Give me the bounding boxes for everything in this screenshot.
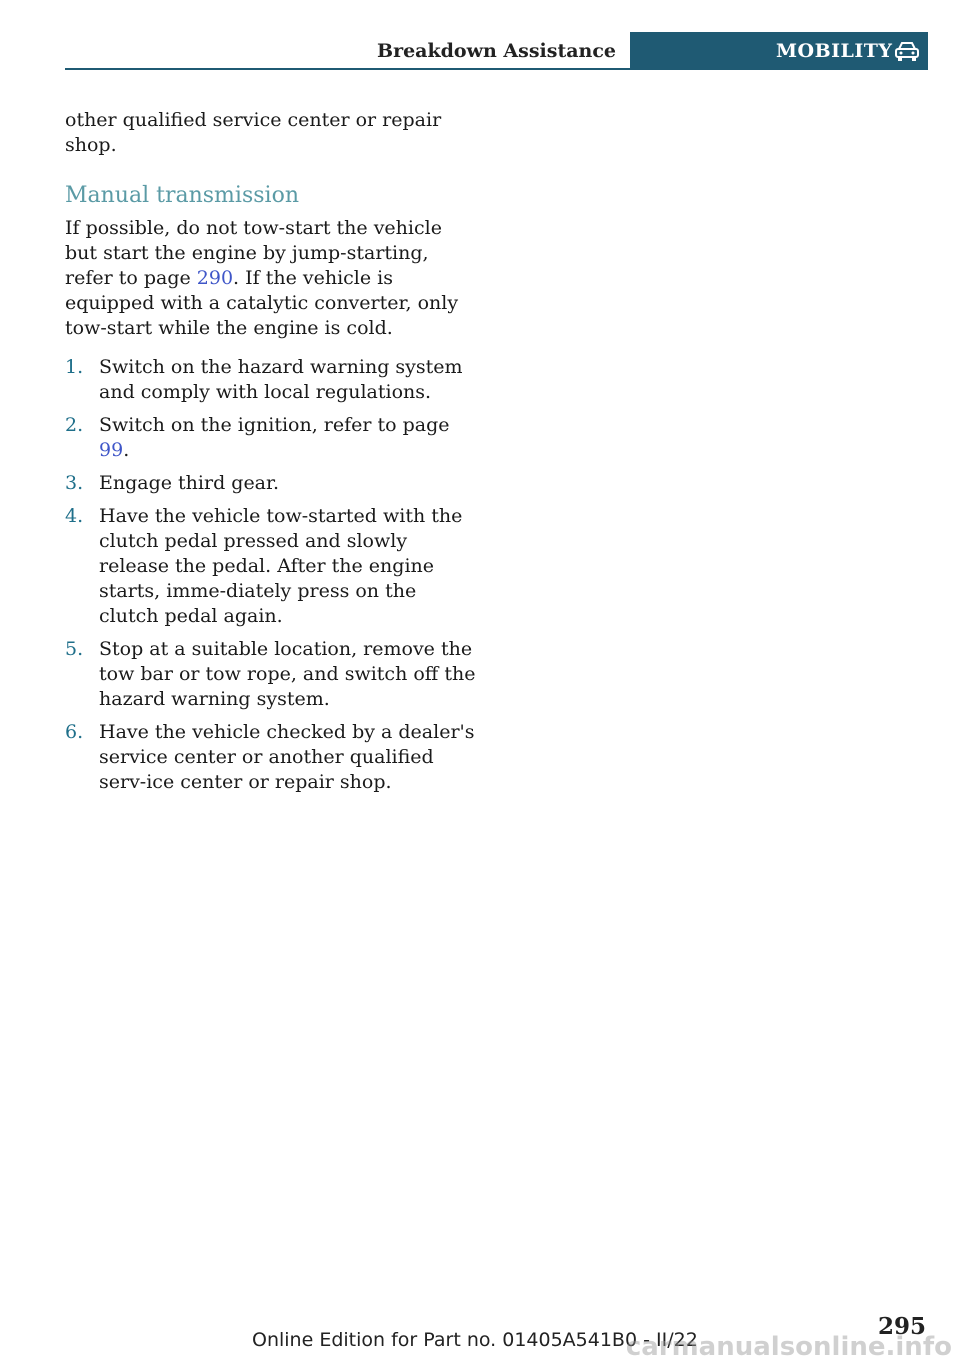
- step-number: 1.: [65, 356, 84, 378]
- step-number: 5.: [65, 638, 84, 660]
- list-item: [65, 637, 480, 712]
- header-rule: [65, 68, 928, 70]
- list-item: [65, 355, 480, 405]
- step-number: 4.: [65, 505, 84, 527]
- step-text: Switch on the hazard warning system and comply with local regulations.: [99, 356, 463, 403]
- section-title: Breakdown Assistance: [377, 40, 616, 62]
- page-reference-link[interactable]: 290: [196, 267, 234, 289]
- body-paragraph: [65, 216, 480, 341]
- step-text: Engage third gear.: [99, 472, 280, 494]
- section-subheading: Manual transmission: [65, 183, 299, 208]
- list-item: [65, 413, 480, 463]
- page-reference-link[interactable]: 99: [99, 439, 124, 461]
- list-item: [65, 720, 480, 795]
- page-number: 295: [877, 1313, 926, 1340]
- paragraph-text-continued: . If the vehicle is equipped with a catalytic converter, only tow-start while the engine is cold.: [65, 267, 459, 339]
- step-text: Stop at a suitable location, remove the tow bar or tow rope, and switch off the hazard warning system.: [99, 638, 476, 710]
- page-header: [65, 32, 928, 70]
- watermark: carmanualsonline.info: [625, 1332, 952, 1362]
- list-item: [65, 504, 480, 629]
- step-number: 2.: [65, 414, 84, 436]
- chapter-tab: [630, 32, 928, 70]
- list-item: [65, 471, 480, 496]
- step-number: 3.: [65, 472, 84, 494]
- step-text: Have the vehicle checked by a dealer's service center or another qualified serv-ice center or repair shop.: [99, 721, 475, 793]
- main-content: [65, 108, 480, 803]
- steps-list: [65, 355, 480, 795]
- car-icon: [894, 39, 920, 63]
- intro-text: other qualified service center or repair shop.: [65, 109, 442, 156]
- step-text-end: .: [123, 439, 130, 461]
- step-number: 6.: [65, 721, 84, 743]
- step-text: Have the vehicle tow-started with the clutch pedal pressed and slowly release the pedal. After the engine starts, imme-diately press on the clutch pedal again.: [99, 505, 463, 627]
- step-text: Switch on the ignition, refer to page: [99, 414, 450, 436]
- chapter-title: MOBILITY: [776, 40, 893, 62]
- edition-footer: Online Edition for Part no. 01405A541B0 - II/22: [252, 1329, 698, 1351]
- paragraph-text: If possible, do not tow-start the vehicle but start the engine by jump-starting, refer to page: [65, 217, 442, 289]
